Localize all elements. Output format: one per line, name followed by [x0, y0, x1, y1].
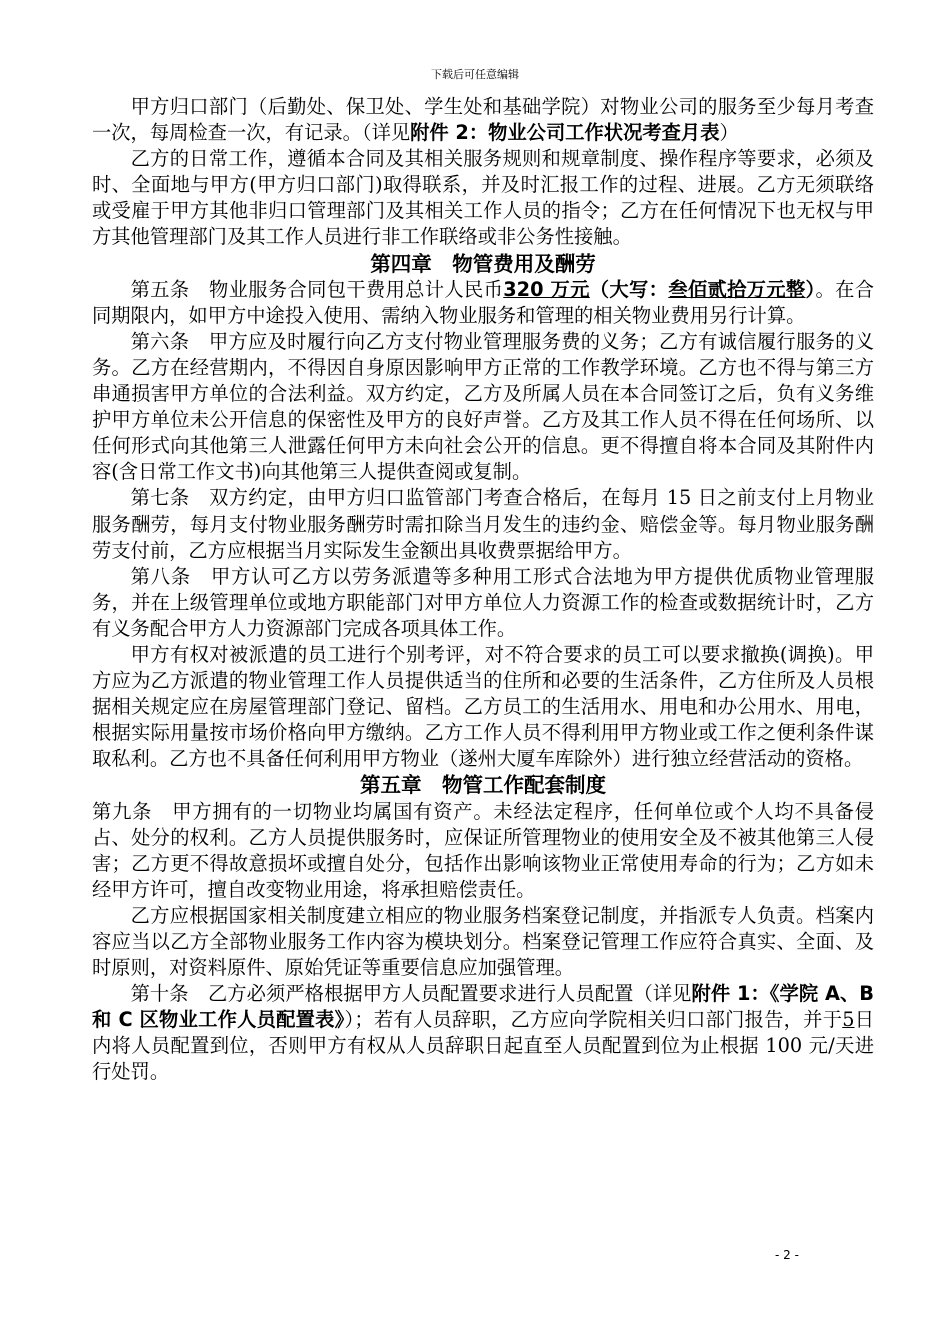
paragraph-text: 甲方归口部门（后勤处、保卫处、学生处和基础学院）对物业公司的服务至少每月考查一次，每周检查一次，有记录。（详见	[92, 95, 874, 145]
article-10	[92, 981, 874, 1085]
chapter-4-heading: 第四章 物管费用及酬劳	[370, 251, 596, 276]
article-7: 第七条 双方约定，由甲方归口监管部门考查合格后，在每月 15 日之前支付上月物业服务酬劳，每月支付物业服务酬劳时需扣除当月发生的违约金、赔偿金等。每月物业服务酬劳支付前，乙方应根据当月实际发生金额出具收费票据给甲方。	[92, 486, 874, 562]
paragraph-archive: 乙方应根据国家相关制度建立相应的物业服务档案登记制度，并指派专人负责。档案内容应当以乙方全部物业服务工作内容为模块划分。档案登记管理工作应符合真实、全面、及时原则，对资料原件、原始凭证等重要信息应加强管理。	[92, 903, 874, 980]
paragraph-inspection	[92, 94, 874, 146]
article-text: 。在合同期限内，如甲方中途投入使用、需纳入物业服务和管理的相关物业费用另行计算。	[92, 277, 875, 327]
attachment-2-reference: 附件 2：物业公司工作状况考查月表	[410, 121, 720, 145]
article-text: 日内将人员配置到位，否则甲方有权从人员辞职日起直至人员配置到位为止根据 100 元/天进行处罚。	[92, 1008, 875, 1084]
paragraph-daily-work: 乙方的日常工作，遵循本合同及其相关服务规则和规章制度、操作程序等要求，必须及时、全面地与甲方(甲方归口部门)取得联系，并及时汇报工作的过程、进展。乙方无须联络或受雇于甲方其他非归口管理部门及其相关工作人员的指令；乙方在任何情况下也无权与甲方其他管理部门及其工作人员进行非工作联络或非公务性接触。	[92, 147, 874, 249]
article-text: ）；若有人员辞职，乙方应向学院相关归口部门报告，并于	[344, 1008, 843, 1032]
article-5	[92, 277, 874, 329]
article-9: 第九条 甲方拥有的一切物业均属国有资产。未经法定程序，任何单位或个人均不具备侵占、处分的权利。乙方人员提供服务时，应保证所管理物业的使用安全及不被其他第三人侵害；乙方更不得故意损坏或擅自处分，包括作出影响该物业正常使用寿命的行为；乙方如未经甲方许可，擅自改变物业用途，将承担赔偿责任。	[92, 799, 874, 901]
document-body	[92, 94, 874, 1086]
article-text: 第十条 乙方必须严格根据甲方人员配置要求进行人员配置（详见	[130, 982, 692, 1006]
article-6: 第六条 甲方应及时履行向乙方支付物业管理服务费的义务；乙方有诚信履行服务的义务。乙方在经营期内，不得因自身原因影响甲方正常的工作教学环境。乙方也不得与第三方串通损害甲方单位的合法利益。双方约定，乙方及所属人员在本合同签订之后，负有义务维护甲方单位未公开信息的保密性及甲方的良好声誉。乙方及其工作人员不得在任何场所、以任何形式向其他第三人泄露任何甲方未向社会公开的信息。更不得擅自将本合同及其附件内容(含日常工作文书)向其他第三人提供查阅或复制。	[92, 329, 874, 484]
article-8: 第八条 甲方认可乙方以劳务派遣等多种用工形式合法地为甲方提供优质物业管理服务，并在上级管理单位或地方职能部门对甲方单位人力资源工作的检查或数据统计时，乙方有义务配合甲方人力资源部门完成各项具体工作。	[92, 564, 874, 640]
article-text: ）	[805, 277, 816, 301]
days-value: 5	[842, 1008, 855, 1032]
article-text: 第五条 物业服务合同包干费用总计人民币	[130, 277, 504, 301]
fee-amount: 320 万元	[503, 277, 590, 301]
paragraph-text: ）	[719, 121, 739, 145]
page-number: - 2 -	[775, 1248, 799, 1262]
attachment-1-reference: 附件 1：《学院 A、B 和 C 区物业工作人员配置表》	[92, 982, 874, 1032]
fee-amount-chinese: 叁佰贰拾万元整	[668, 277, 806, 301]
article-text: （大写：	[589, 277, 669, 301]
page-header: 下载后可任意编辑	[431, 68, 519, 81]
chapter-5-heading: 第五章 物管工作配套制度	[360, 773, 606, 798]
paragraph-staff-assessment: 甲方有权对被派遣的员工进行个别考评，对不符合要求的员工可以要求撤换(调换)。甲方应为乙方派遣的物业管理工作人员提供适当的住所和必要的生活条件，乙方住所及人员根据相关规定应在房屋管理部门登记、留档。乙方员工的生活用水、用电和办公用水、用电，根据实际用量按市场价格向甲方缴纳。乙方工作人员不得利用甲方物业或工作之便利条件谋取私利。乙方也不具备任何利用甲方物业（遂州大厦车库除外）进行独立经营活动的资格。	[92, 642, 874, 771]
